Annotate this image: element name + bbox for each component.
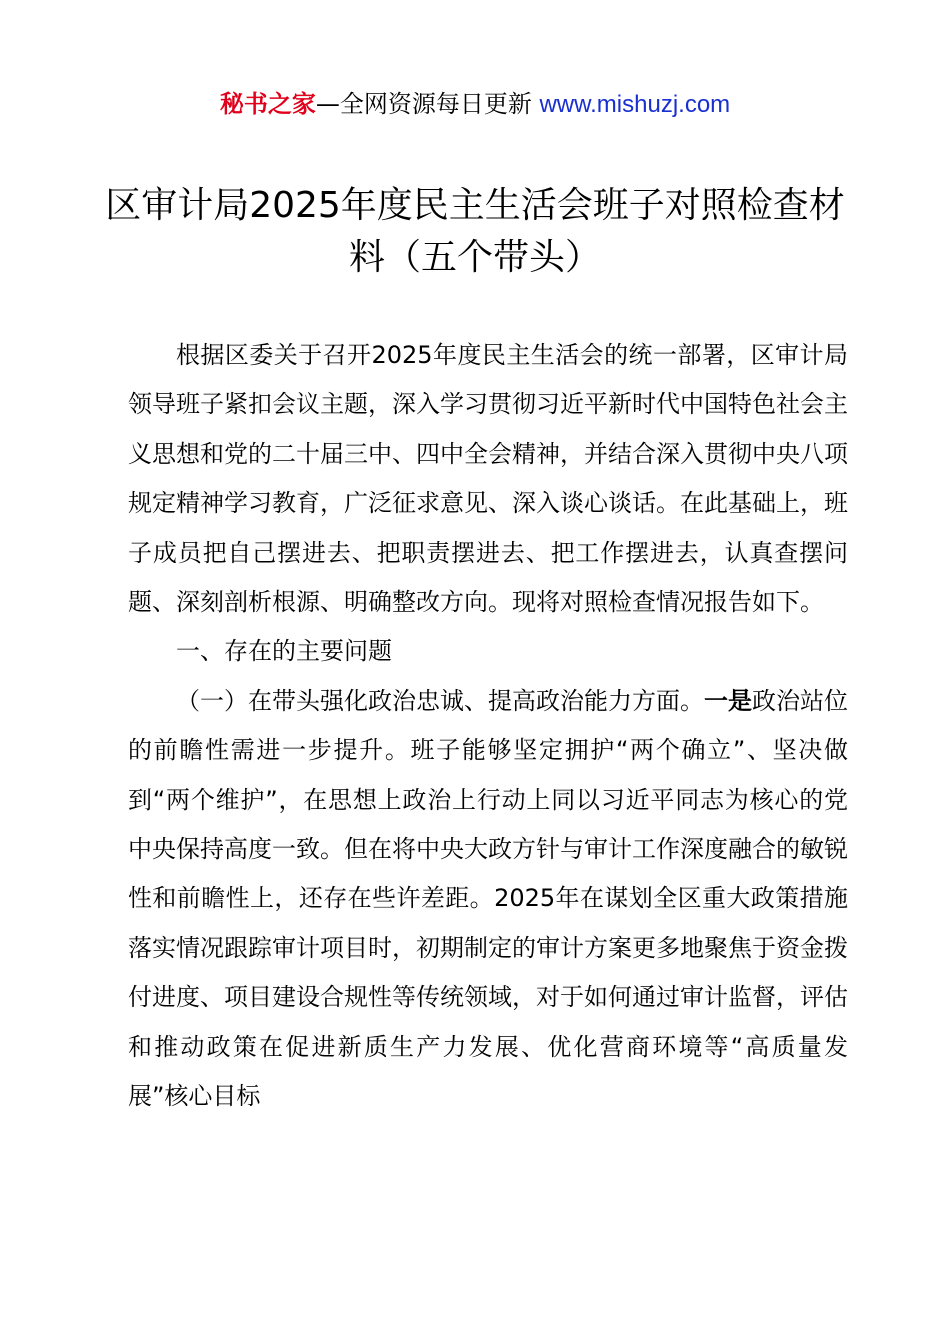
document-title: 区审计局2025年度民主生活会班子对照检查材料（五个带头） [105, 185, 845, 278]
site-header [0, 86, 950, 123]
section-heading: 一、存在的主要问题 [176, 637, 392, 666]
brand-name: 秘书之家 [219, 90, 316, 118]
point-body: 政治站位的前瞻性需进一步提升。班子能够坚定拥护“两个确立”、坚决做到“两个维护”，在思想上政治上行动上同以习近平同志为核心的党中央保持高度一致。但在将中央大政方针与审计工作深度融合的敏锐性和前瞻性上，还存在些许差距。2025年在谋划全区重大政策措施落实情况跟踪审计项目时，初期制定的审计方案更多地聚焦于资金拨付进度、项目建设合规性等传统领域，对于如何通过审计监督，评估和推动政策在促进新质生产力发展、优化营商环境等“高质量发展”核心目标 [128, 686, 848, 1111]
document-body [128, 331, 848, 1122]
site-url-link[interactable]: www.mishuzj.com [539, 91, 731, 118]
header-tagline: —全网资源每日更新 [315, 90, 540, 118]
point-lead: 一是 [704, 686, 752, 715]
intro-paragraph: 根据区委关于召开2025年度民主生活会的统一部署，区审计局领导班子紧扣会议主题，深入学习贯彻习近平新时代中国特色社会主义思想和党的二十届三中、四中全会精神，并结合深入贯彻中央八项规定精神学习教育，广泛征求意见、深入谈心谈话。在此基础上，班子成员把自己摆进去、把职责摆进去、把工作摆进去，认真查摆问题、深刻剖析根源、明确整改方向。现将对照检查情况报告如下。 [128, 341, 848, 617]
subsection-paragraph [128, 677, 848, 1122]
subsection-heading: （一）在带头强化政治忠诚、提高政治能力方面。 [176, 686, 704, 715]
